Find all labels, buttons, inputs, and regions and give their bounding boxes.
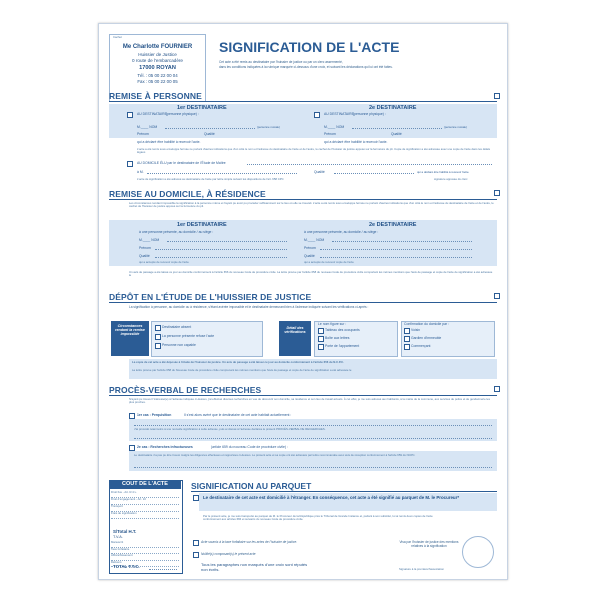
cas1-address-line-1[interactable] [134, 425, 492, 426]
v3-label: Porte de l'appartement [325, 344, 360, 348]
etude-checkbox[interactable] [127, 161, 133, 167]
footer-note: Tous les paragraphes non marqués d'une croix sont réputés non écrits. [201, 562, 308, 572]
v1-label: Tableau des occupants [325, 328, 360, 332]
c1-label: Voisin [411, 328, 421, 332]
circ-absent-label: Destinataire absent [162, 325, 192, 329]
s2-dest1-prenom-field[interactable] [155, 249, 287, 250]
section-1-paragraph: L'acte a été remis sous enveloppe fermée ne portant d'autres indications que d'un côté le nom et l'adresse du destinataire de l'acte et de l'autre, le cachet de l'huissier de justice apposé sur la fermeture du pli. Copie de signification a été adressée avec une copie de l'acte dans les délais légaux. [137, 147, 491, 155]
s2-dest1-nom-field[interactable] [167, 241, 287, 242]
c3-label: Commerçant [411, 344, 431, 348]
cost-row: Frais de signification [111, 512, 179, 519]
cas1-note: J'ai procédé néanmoins à une nouvelle signification à cette adresse, puis ai dressé à l'adresse déclarée le présent PROCÈS-VERBAL DE RECHERCHES. [134, 427, 326, 431]
cas2-line[interactable] [134, 467, 492, 468]
depot-copie-text: La copie de cet acte a été déposée à l'étude de l'huissier de justice. Un avis de passage a été laissé ce jour au domicile conformément à l'article 656 du N.C.P.C. [132, 360, 344, 364]
clerk-signature-note: signature apposée du clerc [434, 177, 468, 181]
circ-refuse-checkbox[interactable] [155, 334, 161, 340]
circonstances-label: Circonstances rendant la remise impossible [111, 321, 149, 356]
cost-row: Débours [111, 561, 179, 568]
s2-dest2-prenom: Prénom [304, 246, 316, 250]
s2-dest2-qualite-field[interactable] [320, 257, 472, 258]
depot-lettre-text: La lettre prévue par l'article 658 du Nouveau Code de procédure civile comprenant les mêmes mentions que l'avis de passage et copie de l'acte de signification a été adressée le [132, 368, 352, 372]
v3-checkbox[interactable] [318, 344, 324, 350]
s2-dest2-une-pers: à une personne présente, au domicile / au siège : [304, 230, 379, 234]
dest1-checkbox[interactable] [127, 112, 133, 118]
cost-title: COUT DE L'ACTE [109, 480, 181, 489]
section-4-checkbox[interactable] [494, 386, 500, 392]
dest1-nom-field[interactable] [165, 128, 255, 129]
cas2-label: 2e cas : Recherches infructueuses [137, 445, 193, 449]
bailiff-city: 17000 ROYAN [139, 65, 176, 71]
parquet-paragraph: Le destinataire de cet acte est domicilié à l'étranger. En conséquence, cet acte a été signifié au parquet de M. le Procureur* [203, 495, 460, 500]
cost-row: Droit fixe - Art. R.4 L. [111, 491, 179, 498]
nom-figure-label: Le nom figure sur : [318, 322, 347, 326]
bailiff-tel: Tél. : 05 00 22 00 04 [137, 73, 178, 78]
section-depot-etude-title: DÉPÔT EN L'ÉTUDE DE L'HUISSIER DE JUSTICE [109, 292, 312, 302]
cas1-address-line-2[interactable] [134, 438, 492, 439]
verifications-label: Détail des vérifications [279, 321, 311, 356]
cas1-text: Il s'est alors avéré que le destinataire de cet acte habitait actuellement : [184, 413, 292, 417]
cas2-text: (article 659 du nouveau Code de procédure civile) : [211, 445, 288, 449]
nullite-checkbox[interactable] [193, 552, 199, 558]
section-divider [109, 101, 497, 102]
s2-dest1-m-nom: M.____ NOM [139, 238, 160, 242]
section-divider [109, 199, 497, 200]
etude-qualite: Qualité [314, 170, 325, 174]
bailiff-address: 0 route de l'embarcadère [132, 58, 183, 63]
avis-paragraph: Un avis de passage a été laissé ce jour au domicile conformément à l'article 656 du nouveau Code de procédure civile. La lettre prévue par l'article 658 du nouveau Code de procédure civile comportant les mêmes mentions que l'avis de passage et copie de l'acte de signification a été adressée le [129, 270, 493, 278]
cas1-label: 1er cas : Perquisition [137, 413, 172, 417]
v2-checkbox[interactable] [318, 336, 324, 342]
etude-person-field[interactable] [147, 173, 297, 174]
s2-dest1-qualite-field[interactable] [155, 257, 287, 258]
c3-checkbox[interactable] [404, 344, 410, 350]
v2-label: Boîte aux lettres [325, 336, 350, 340]
dest2-nom-field[interactable] [352, 128, 442, 129]
signature-note: Signature à la première/l'association [399, 567, 444, 571]
cost-total: TOTAL T.T.C. [113, 564, 140, 569]
page-title: SIGNIFICATION DE L'ACTE [219, 39, 400, 55]
section-divider [109, 302, 497, 303]
legal-form-page [98, 23, 508, 580]
cost-total-field[interactable] [149, 569, 177, 570]
cas2-note: Le destinataire n'a pas pu être trouvé malgré les diligences effectuées et rapportées ci-dessus. Le présent acte et sa copie ont été adressés par lettre recommandée avec avis de réception conformément à l'article 659 du NCPC. [134, 453, 416, 457]
s2-dest1-une-pers: à une personne présente, au domicile / au siège : [139, 230, 214, 234]
dest1-pers-morale: (personne morale) [257, 125, 280, 129]
visa-text: Visa par l'huissier de justice des mentions relatives à la signification [399, 540, 459, 548]
intro-line-1: Cet acte a été remis au destinataire par l'huissier de justice ou par un clerc assermenté, [219, 60, 343, 64]
dest2-au-destinataire: AU DESTINATAIRE [324, 112, 354, 116]
dest2-prenom: Prénom [324, 132, 336, 136]
section-2-paragraph: Les circonstances rendant impossible la signification à la personne même et l'ayant pu avoir pu procéder suffisamment sur le lieu où elle se trouvait. L'acte a été remis sous enveloppe fermée ne portant d'autres indications que d'un côté le nom et l'adresse du destinataire de l'acte et de l'autre, le cachet de l'huissier de justice apposé sur la fermeture du pli. [129, 201, 494, 209]
circ-absent-checkbox[interactable] [155, 325, 161, 331]
etude-field[interactable] [247, 164, 492, 165]
s2-dest1-qualite: Qualité [139, 254, 150, 258]
dest2-heading: 2e DESTINATAIRE [369, 105, 417, 111]
etude-label: AU DOMICILE ÉLU par le destinataire de l'Étude de Maître [137, 161, 226, 165]
etude-a-m: à M. [137, 170, 144, 174]
s2-dest1-accepte: qui a accepté de recevoir copie de l'acte [139, 260, 189, 264]
section-3-checkbox[interactable] [494, 293, 500, 299]
copie-note: L'acte de signification a été adressé au destinataire de l'acte par lettre simple suivant les dispositions de l'art. 658 CPC [137, 177, 284, 181]
dest2-pers-phys: (personne physique) : [353, 112, 386, 116]
c2-label: Gardien d'immeuble [411, 336, 442, 340]
s2-dest1-prenom: Prénom [139, 246, 151, 250]
destinataires-panel [109, 104, 497, 138]
section-pv-recherches-title: PROCÈS-VERBAL DE RECHERCHES [109, 385, 262, 395]
stamp-label: Cachet [113, 35, 122, 39]
s2-dest2-m-nom: M.____ NOM [304, 238, 325, 242]
dest2-checkbox[interactable] [314, 112, 320, 118]
section-divider [191, 491, 497, 492]
dest2-m-nom: M.____ NOM [324, 125, 345, 129]
s2-dest2-prenom-field[interactable] [320, 249, 472, 250]
dest1-declare: qui a déclaré être habilité à recevoir l'acte. [137, 140, 201, 144]
section-1-checkbox[interactable] [494, 93, 500, 99]
circ-capable-label: Personne non capable [162, 343, 196, 347]
dest1-qualite: Qualité [204, 132, 215, 136]
section-remise-domicile-title: REMISE AU DOMICILE, À RÉSIDENCE [109, 189, 266, 199]
dest1-pers-phys: (personne physique) : [166, 112, 199, 116]
s2-dest2-accepte: qui a accepté de recevoir copie de l'acte [304, 260, 354, 264]
c2-checkbox[interactable] [404, 336, 410, 342]
dest1-au-destinataire: AU DESTINATAIRE [137, 112, 167, 116]
bailiff-fax: Fax : 05 00 22 00 05 [137, 79, 178, 84]
dest1-m-nom: M.____ NOM [137, 125, 158, 129]
cost-tva: T.V.A. [113, 535, 123, 539]
seal-icon [462, 536, 494, 568]
cost-row: Droit d'engagement - Art. 10 [111, 498, 179, 505]
cost-subtotal: S/Total H.T. [113, 529, 137, 534]
etude-qualite-field[interactable] [334, 173, 414, 174]
section-parquet-title: SIGNIFICATION AU PARQUET [191, 481, 312, 491]
dest2-declare: qui a déclaré être habilité à recevoir l'acte. [324, 140, 388, 144]
intro-line-2: dans les conditions indiquées à la rubrique marquée ci-dessous d'une croix, et suivant les déclarations qui lui ont été faites. [219, 65, 393, 69]
nullite-label: Nullité(s) composant(s) le présent acte [201, 552, 256, 556]
s2-dest1-heading: 1er DESTINATAIRE [177, 222, 227, 228]
dest2-pers-morale: (personne morale) [444, 125, 467, 129]
cost-row: Taxe forfaitaire [111, 548, 179, 555]
dest2-qualite: Qualité [391, 132, 402, 136]
s2-dest2-qualite: Qualité [304, 254, 315, 258]
confirmation-label: Confirmation du domicile par : [404, 322, 450, 326]
s2-dest2-nom-field[interactable] [332, 241, 472, 242]
cost-row: Transport [111, 505, 179, 512]
dest1-heading: 1er DESTINATAIRE [177, 105, 227, 111]
section-divider [109, 395, 497, 396]
parquet-note: Par le présent acte, je me suis transporté au parquet de M. le Procureur de la République près le Tribunal de Grande Instance et, parlant à son substitut, lui ai remis deux copies de l'acte conformément aux articles 684 et suivants du nouveau Code de procédure civile. [203, 514, 433, 522]
s2-dest2-heading: 2e DESTINATAIRE [369, 222, 417, 228]
cost-row: Affranchissement [111, 554, 179, 561]
etude-declare: qui a déclaré être habilité à recevoir l'acte. [417, 170, 470, 174]
section-remise-personne-title: REMISE À PERSONNE [109, 91, 202, 101]
section-3-paragraph: La signification à personne, au domicile ou à résidence, s'étant avérée impossible et le destinataire demeurant bien à l'adresse indiquée suivant les vérifications ci-après : [129, 305, 369, 309]
section-2-checkbox[interactable] [494, 190, 500, 196]
dest1-prenom: Prénom [137, 132, 149, 136]
circ-capable-checkbox[interactable] [155, 343, 161, 349]
bailiff-role: Huissier de Justice [138, 52, 177, 57]
taxe-label: Acte soumis à la taxe forfaitaire sur les actes de l'huissier de justice. [201, 540, 298, 544]
bailiff-name: Me Charlotte FOURNIER [122, 44, 193, 50]
v1-checkbox[interactable] [318, 328, 324, 334]
circ-refuse-label: La personne présente refuse l'acte [162, 334, 215, 338]
c1-checkbox[interactable] [404, 328, 410, 334]
cost-row: Manuscrit [111, 541, 179, 548]
section-4-paragraph: N'ayant pu trouver l'intéressé(e) à l'adresse indiquée ci-dessus, j'ai effectué diverses recherches en vue de découvrir son domicile, sa résidence et son lieu de travail actuels. À cet effet, je me suis adressé aux habitants, à la mairie de la commune, aux services de police et de gendarmerie les plus proches. [129, 397, 490, 405]
taxe-checkbox[interactable] [193, 540, 199, 546]
